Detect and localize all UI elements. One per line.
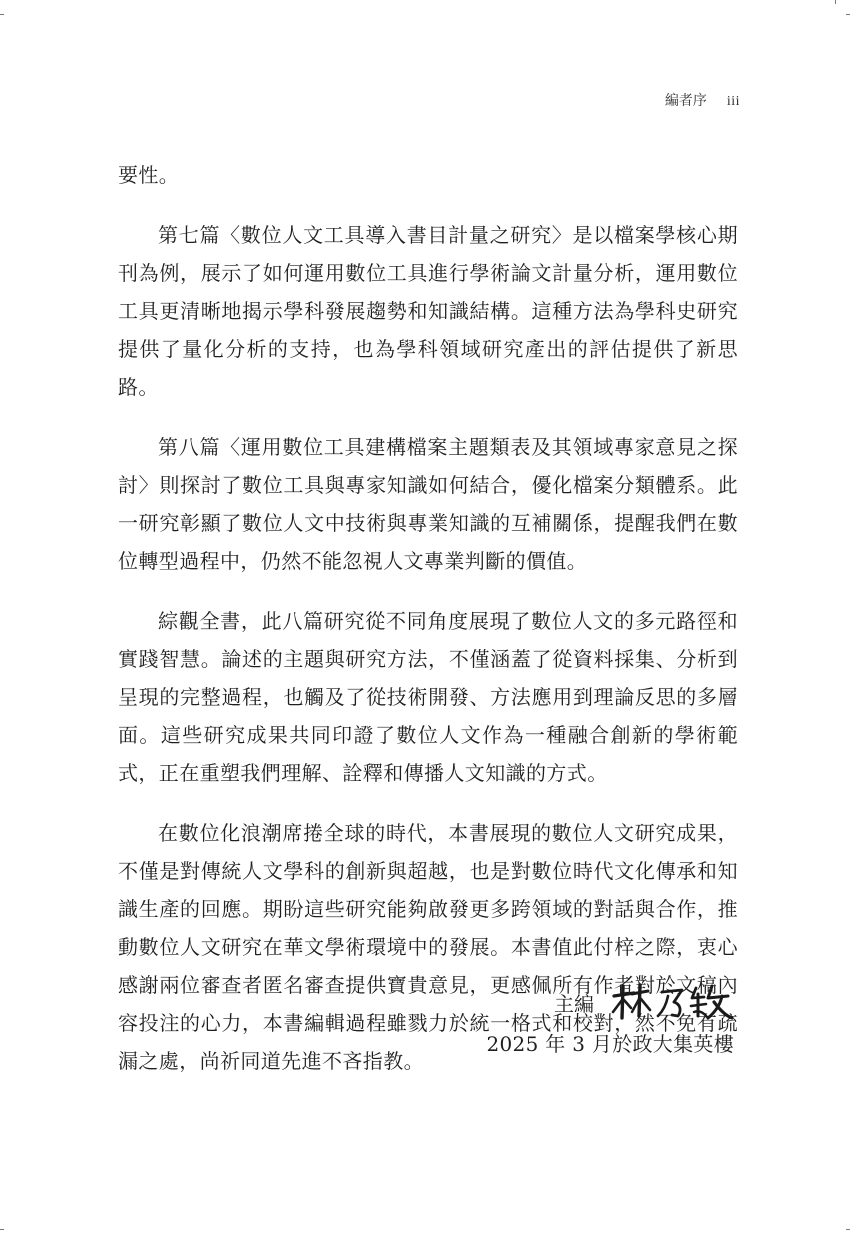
crop-mark-bottom-right	[846, 1229, 850, 1230]
section-title: 編者序	[664, 93, 707, 109]
signature-block	[434, 980, 734, 1057]
handwritten-signature	[608, 982, 734, 1022]
page-number: iii	[726, 94, 740, 109]
running-head	[665, 90, 740, 110]
paragraph-chapter-seven: 第七篇〈數位人文工具導入書目計量之研究〉是以檔案學核心期刊為例，展示了如何運用數位工具進行學術論文計量分析，運用數位工具更清晰地揭示學科發展趨勢和知識結構。這種方法為學科史研究提供了量化分析的支持，也為學科領域研究產出的評估提供了新思路。	[118, 223, 738, 399]
paragraph-closing: 在數位化浪潮席捲全球的時代，本書展現的數位人文研究成果，不僅是對傳統人文學科的創新與超越，也是對數位時代文化傳承和知識生產的回應。期盼這些研究能夠啟發更多跨領域的對話與合作，推動數位人文研究在華文學術環境中的發展。本書值此付梓之際，衷心感謝兩位審查者匿名審查提供寶貴意見，更感佩所有作者對於文稿內容投注的心力，本書編輯過程雖戮力於統一格式和校對，然不免有疏漏之處，尚祈同道先進不吝指教。	[118, 821, 738, 1073]
crop-mark-bottom-left	[0, 1229, 4, 1230]
crop-mark-top-right	[846, 14, 850, 15]
paragraph-continuation: 要性。	[118, 163, 180, 187]
date-place: 2025 年 3 月於政大集英樓	[486, 1032, 734, 1056]
editor-sign-line	[434, 980, 734, 1024]
paragraph-overview: 綜觀全書，此八篇研究從不同角度展現了數位人文的多元路徑和實踐智慧。論述的主題與研究方法，不僅涵蓋了從資料採集、分析到呈現的完整過程，也觸及了從技術開發、方法應用到理論反思的多層面。這些研究成果共同印證了數位人文作為一種融合創新的學術範式，正在重塑我們理解、詮釋和傳播人文知識的方式。	[118, 609, 738, 785]
crop-mark-top-right-vertical	[835, 0, 836, 4]
paragraph-chapter-eight: 第八篇〈運用數位工具建構檔案主題類表及其領域專家意見之探討〉則探討了數位工具與專家知識如何結合，優化檔案分類體系。此一研究彰顯了數位人文中技術與專業知識的互補關係，提醒我們在數位轉型過程中，仍然不能忽視人文專業判斷的價值。	[118, 435, 738, 573]
body-text	[118, 156, 738, 1102]
editor-label: 主編	[554, 991, 594, 1016]
crop-mark-top-left	[0, 14, 4, 15]
